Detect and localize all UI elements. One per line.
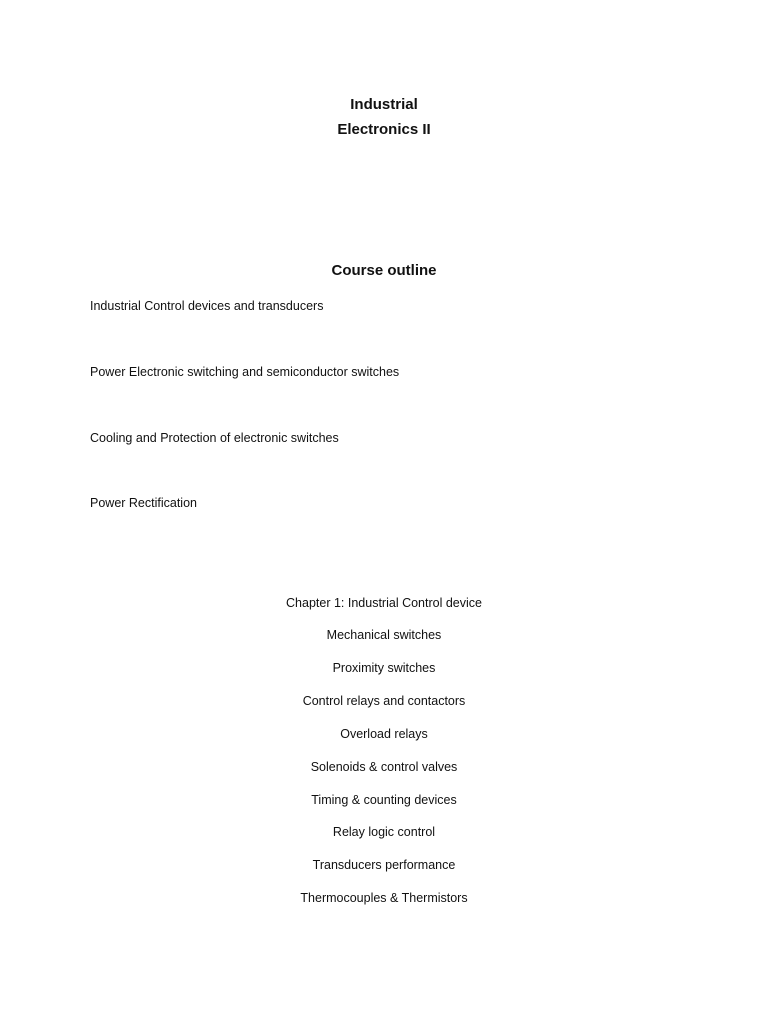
- document-title-line-2: Electronics II: [337, 121, 431, 138]
- chapter-topic: Solenoids & control valves: [310, 760, 458, 774]
- document-title-line-1: Industrial: [350, 96, 418, 113]
- outline-item: Power Rectification: [90, 496, 197, 510]
- outline-item: Industrial Control devices and transducers: [90, 299, 324, 313]
- chapter-topic: Thermocouples & Thermistors: [300, 891, 468, 905]
- outline-item: Cooling and Protection of electronic switches: [90, 431, 339, 445]
- chapter-topic: Relay logic control: [332, 825, 436, 839]
- chapter-topic: Mechanical switches: [326, 628, 442, 642]
- outline-item: Power Electronic switching and semiconductor switches: [90, 365, 400, 379]
- chapter-topic: Proximity switches: [332, 661, 436, 675]
- chapter-topic: Control relays and contactors: [302, 694, 466, 708]
- chapter-heading: Chapter 1: Industrial Control device: [286, 596, 482, 610]
- chapter-topic: Timing & counting devices: [311, 793, 457, 807]
- chapter-topic: Transducers performance: [312, 858, 456, 872]
- course-outline-heading: Course outline: [331, 262, 437, 279]
- chapter-topic: Overload relays: [340, 727, 428, 741]
